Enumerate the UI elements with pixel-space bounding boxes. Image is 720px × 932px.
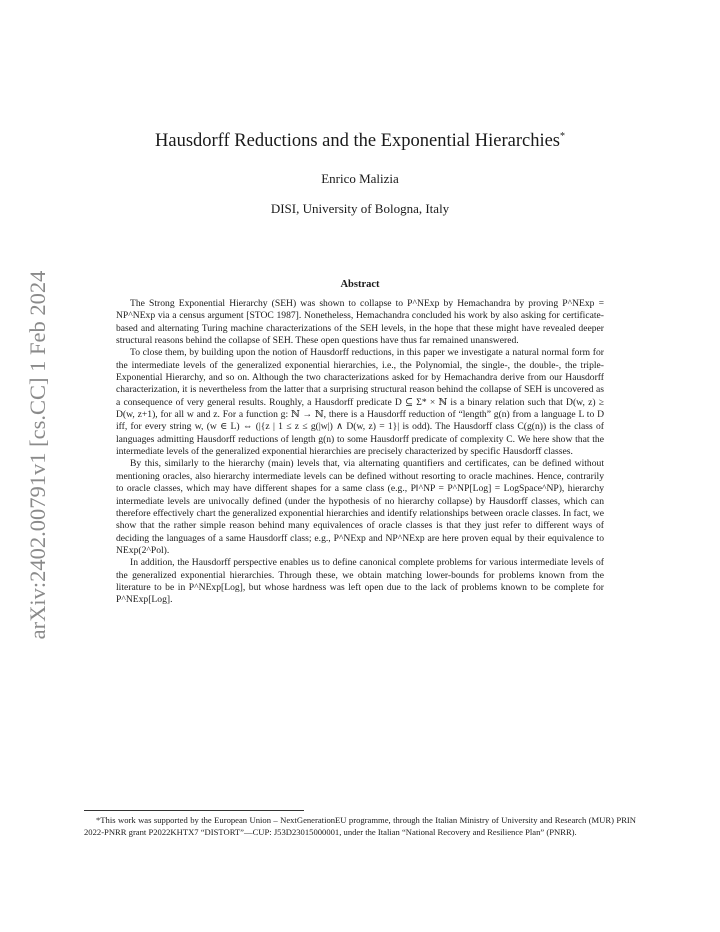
footnote: *This work was supported by the European Union – NextGenerationEU programme, through the Italian Ministry of University and Research (MUR) PRIN 2022-PNRR grant P2022KHTX7 “DISTORT”—CUP: J53D23015000001, under the Italian “National Recovery and Resilience Plan” (PNRR). [84,815,636,838]
abstract-paragraph: The Strong Exponential Hierarchy (SEH) was shown to collapse to P^NExp by Hemachandra by proving P^NExp = NP^NExp via a census argument [STOC 1987]. Nonetheless, Hemachandra concluded his work by also asking for certificate-based and alternating Turing machine characterizations of the SEH levels, in the hope that these might have revealed deeper structural reasons behind the collapse of SEH. These open questions have thus far remained unanswered. [116,298,604,347]
abstract-heading: Abstract [340,279,380,290]
abstract-paragraph: By this, similarly to the hierarchy (main) levels that, via alternating quantifiers and certificates, can be defined without mentioning oracles, also hierarchy intermediate levels can be defined without resorting to oracle machines. Hence, contrarily to oracle classes, which may have different shapes for a same class (e.g., P‖^NP = P^NP[Log] = LogSpace^NP), hierarchy intermediate levels are univocally defined (under the hypothesis of no hierarchy collapse) by Hausdorff classes, which can therefore effectively chart the generalized exponential hierarchies and identify relationships between oracle classes. In fact, we show that the rather simple reason behind many equivalences of oracle classes is that they just refer to different ways of deciding the languages of a same Hausdorff class; e.g., P^NExp and NP^NExp are here proven equal by their equivalence to NExp(2^Pol). [116,458,604,556]
abstract-body [116,298,604,607]
author-name: Enrico Malizia [321,171,399,186]
abstract-paragraph: In addition, the Hausdorff perspective enables us to define canonical complete problems for various intermediate levels of the generalized exponential hierarchies. Through these, we obtain matching lower-bounds for problems known from the literature to be in P^NExp[Log], but whose hardness was left open due to the lack of problems known to be complete for P^NExp[Log]. [116,557,604,606]
abstract-paragraph: To close them, by building upon the notion of Hausdorff reductions, in this paper we investigate a natural normal form for the intermediate levels of the generalized exponential hierarchies, i.e., the Polynomial, the single-, the double-, the triple-Exponential Hierarchy, and so on. Although the two characterizations asked for by Hemachandra derive from our Hausdorff characterization, it is nevertheless from the latter that a surprising structural reason behind the collapse of SEH is uncovered as a consequence of very general results. Roughly, a Hausdorff predicate D ⊆ Σ* × ℕ is a binary relation such that D(w, z) ≥ D(w, z+1), for all w and z. For a function g: ℕ → ℕ, there is a Hausdorff reduction of “length” g(n) from a language L to D iff, for every string w, (w ∈ L) ⇔ (|{z | 1 ≤ z ≤ g(|w|) ∧ D(w, z) = 1}| is odd). The Hausdorff class C(g(n)) is the class of languages admitting Hausdorff reductions of length g(n) to some Hausdorff predicate of complexity C. We here show that the intermediate levels of the generalized exponential hierarchies are precisely characterized by specific Hausdorff classes. [116,347,604,458]
paper-title: Hausdorff Reductions and the Exponential Hierarchies* [155,131,565,152]
author-affiliation: DISI, University of Bologna, Italy [270,201,450,216]
footnote-rule [84,810,304,811]
title-footnote-mark: * [560,131,565,142]
arxiv-identifier: arXiv:2402.00791v1 [cs.CC] 1 Feb 2024 [25,270,50,640]
